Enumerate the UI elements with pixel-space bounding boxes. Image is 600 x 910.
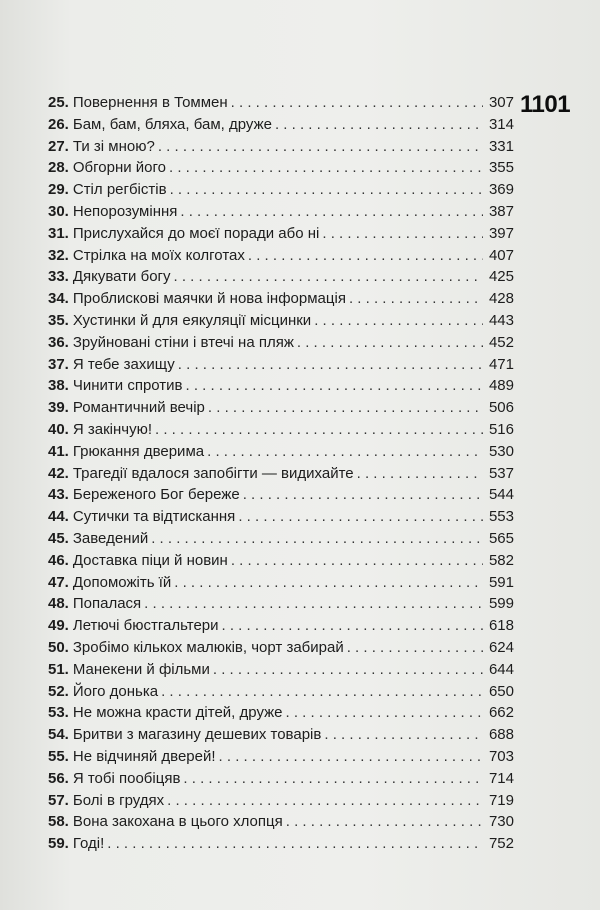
chapter-number: 29. (48, 181, 69, 199)
toc-entry (48, 615, 514, 637)
chapter-title: Стіл регбістів (72, 181, 167, 199)
chapter-title: Чинити спротив (72, 377, 183, 395)
chapter-title: Не відчиняй дверей! (72, 747, 216, 765)
toc-entry (48, 397, 514, 419)
chapter-page-number: 471 (488, 355, 514, 373)
chapter-title: Я тобі пообіцяв (72, 769, 181, 787)
chapter-page-number: 307 (488, 94, 514, 111)
dot-leader (169, 157, 483, 179)
chapter-title: Грюкання дверима (72, 442, 205, 460)
chapter-number: 41. (48, 442, 69, 460)
toc-entry (48, 724, 514, 746)
toc-entry (48, 375, 514, 397)
chapter-title: Манекени й фільми (72, 660, 210, 678)
chapter-page-number: 331 (488, 137, 514, 155)
chapter-title: Повернення в Томмен (72, 94, 228, 111)
chapter-number: 55. (48, 747, 69, 765)
chapter-number: 44. (48, 508, 69, 526)
chapter-number: 53. (48, 704, 69, 722)
chapter-number: 51. (48, 660, 69, 678)
chapter-page-number: 407 (488, 246, 514, 264)
dot-leader (208, 397, 483, 419)
toc-entry (48, 201, 514, 223)
chapter-number: 54. (48, 726, 69, 744)
toc-entry (48, 833, 514, 855)
chapter-number: 43. (48, 486, 69, 504)
chapter-page-number: 752 (488, 835, 514, 853)
chapter-page-number: 544 (488, 486, 514, 504)
dot-leader (349, 288, 483, 310)
chapter-page-number: 644 (488, 660, 514, 678)
toc-entry (48, 92, 514, 114)
toc-entry (48, 702, 514, 724)
chapter-title: Болі в грудях (72, 791, 165, 809)
chapter-number: 48. (48, 595, 69, 613)
chapter-title: Проблискові маячки й нова інформація (72, 290, 346, 308)
chapter-number: 28. (48, 159, 69, 177)
chapter-number: 40. (48, 420, 69, 438)
toc-entry (48, 484, 514, 506)
chapter-number: 27. (48, 137, 69, 155)
toc-entry (48, 681, 514, 703)
dot-leader (347, 637, 483, 659)
chapter-page-number: 516 (488, 420, 514, 438)
chapter-number: 26. (48, 115, 69, 133)
chapter-title: Стрілка на моїх колготах (72, 246, 245, 264)
dot-leader (158, 136, 483, 158)
dot-leader (167, 790, 483, 812)
dot-leader (297, 332, 483, 354)
dot-leader (238, 506, 483, 528)
chapter-title: Бритви з магазину дешевих товарів (72, 726, 322, 744)
dot-leader (178, 354, 483, 376)
chapter-page-number: 537 (488, 464, 514, 482)
chapter-number: 52. (48, 682, 69, 700)
chapter-title: Я тебе захищу (72, 355, 175, 373)
dot-leader (174, 572, 483, 594)
chapter-title: Обгорни його (72, 159, 166, 177)
chapter-title: Хустинки й для еякуляції місцинки (72, 311, 312, 329)
chapter-number: 33. (48, 268, 69, 286)
chapter-page-number: 452 (488, 333, 514, 351)
chapter-title: Його донька (72, 682, 159, 700)
toc-entry (48, 463, 514, 485)
chapter-page-number: 714 (488, 769, 514, 787)
chapter-page-number: 530 (488, 442, 514, 460)
chapter-number: 35. (48, 311, 69, 329)
dot-leader (243, 484, 483, 506)
dot-leader (248, 245, 483, 267)
chapter-title: Прислухайся до моєї поради або ні (72, 224, 320, 242)
dot-leader (207, 441, 483, 463)
toc-entry (48, 659, 514, 681)
page-number: 1101 (520, 91, 571, 118)
toc-entry (48, 179, 514, 201)
dot-leader (183, 768, 483, 790)
toc-entry (48, 637, 514, 659)
toc-entry (48, 136, 514, 158)
toc-entry (48, 354, 514, 376)
dot-leader (357, 463, 483, 485)
dot-leader (161, 681, 483, 703)
chapter-number: 59. (48, 835, 69, 853)
chapter-page-number: 719 (488, 791, 514, 809)
toc-entry (48, 550, 514, 572)
chapter-title: Ти зі мною? (72, 137, 155, 155)
chapter-page-number: 355 (488, 159, 514, 177)
chapter-page-number: 387 (488, 202, 514, 220)
toc-entry (48, 332, 514, 354)
chapter-number: 37. (48, 355, 69, 373)
dot-leader (144, 593, 483, 615)
dot-leader (322, 223, 483, 245)
dot-leader (231, 550, 483, 572)
toc-entry (48, 528, 514, 550)
chapter-title: Допоможіть їй (72, 573, 172, 591)
chapter-page-number: 565 (488, 529, 514, 547)
dot-leader (222, 615, 483, 637)
dot-leader (151, 528, 483, 550)
chapter-title: Дякувати богу (72, 268, 171, 286)
dot-leader (286, 702, 484, 724)
chapter-title: Береженого Бог береже (72, 486, 240, 504)
chapter-page-number: 618 (488, 617, 514, 635)
chapter-page-number: 553 (488, 508, 514, 526)
chapter-number: 46. (48, 551, 69, 569)
chapter-page-number: 425 (488, 268, 514, 286)
dot-leader (186, 375, 483, 397)
dot-leader (286, 811, 483, 833)
chapter-title: Трагедії вдалося запобігти — видихайте (72, 464, 354, 482)
chapter-page-number: 730 (488, 813, 514, 831)
chapter-page-number: 624 (488, 638, 514, 656)
chapter-number: 32. (48, 246, 69, 264)
chapter-title: Романтичний вечір (72, 399, 205, 417)
table-of-contents (48, 92, 514, 855)
chapter-page-number: 703 (488, 747, 514, 765)
toc-entry (48, 441, 514, 463)
dot-leader (314, 310, 483, 332)
dot-leader (180, 201, 483, 223)
chapter-number: 42. (48, 464, 69, 482)
toc-entry (48, 790, 514, 812)
chapter-number: 49. (48, 617, 69, 635)
dot-leader (174, 266, 483, 288)
chapter-page-number: 650 (488, 682, 514, 700)
chapter-number: 31. (48, 224, 69, 242)
chapter-number: 38. (48, 377, 69, 395)
chapter-title: Попалася (72, 595, 142, 613)
chapter-number: 47. (48, 573, 69, 591)
chapter-number: 56. (48, 769, 69, 787)
dot-leader (213, 659, 483, 681)
chapter-page-number: 428 (488, 290, 514, 308)
chapter-title: Заведений (72, 529, 149, 547)
chapter-number: 45. (48, 529, 69, 547)
toc-entry (48, 114, 514, 136)
chapter-title: Зруйновані стіни і втечі на пляж (72, 333, 294, 351)
toc-entry (48, 245, 514, 267)
chapter-number: 34. (48, 290, 69, 308)
dot-leader (231, 92, 483, 114)
chapter-page-number: 369 (488, 181, 514, 199)
dot-leader (275, 114, 483, 136)
chapter-title: Я закінчую! (72, 420, 152, 438)
chapter-number: 57. (48, 791, 69, 809)
chapter-title: Бам, бам, бляха, бам, друже (72, 115, 272, 133)
chapter-title: Непорозуміння (72, 202, 178, 220)
toc-entry (48, 288, 514, 310)
chapter-number: 58. (48, 813, 69, 831)
chapter-number: 30. (48, 202, 69, 220)
chapter-page-number: 489 (488, 377, 514, 395)
toc-entry (48, 811, 514, 833)
chapter-title: Летючі бюстгальтери (72, 617, 219, 635)
chapter-page-number: 688 (488, 726, 514, 744)
chapter-title: Вона закохана в цього хлопця (72, 813, 283, 831)
chapter-page-number: 506 (488, 399, 514, 417)
dot-leader (170, 179, 483, 201)
chapter-title: Не можна красти дітей, друже (72, 704, 283, 722)
chapter-page-number: 591 (488, 573, 514, 591)
toc-entry (48, 768, 514, 790)
toc-entry (48, 746, 514, 768)
toc-entry (48, 593, 514, 615)
toc-entry (48, 157, 514, 179)
chapter-page-number: 443 (488, 311, 514, 329)
chapter-title: Сутички та відтискання (72, 508, 236, 526)
toc-entry (48, 506, 514, 528)
chapter-title: Годі! (72, 835, 105, 853)
chapter-number: 50. (48, 638, 69, 656)
dot-leader (324, 724, 483, 746)
chapter-page-number: 599 (488, 595, 514, 613)
toc-entry (48, 310, 514, 332)
dot-leader (219, 746, 483, 768)
chapter-page-number: 314 (488, 115, 514, 133)
chapter-number: 36. (48, 333, 69, 351)
toc-entry (48, 266, 514, 288)
chapter-page-number: 397 (488, 224, 514, 242)
chapter-page-number: 662 (488, 704, 514, 722)
dot-leader (155, 419, 483, 441)
toc-entry (48, 223, 514, 245)
chapter-page-number: 582 (488, 551, 514, 569)
dot-leader (107, 833, 483, 855)
chapter-number: 39. (48, 399, 69, 417)
toc-entry (48, 419, 514, 441)
toc-entry (48, 572, 514, 594)
chapter-number: 25. (48, 94, 69, 111)
chapter-title: Доставка піци й новин (72, 551, 228, 569)
chapter-title: Зробімо кількох малюків, чорт забирай (72, 638, 344, 656)
